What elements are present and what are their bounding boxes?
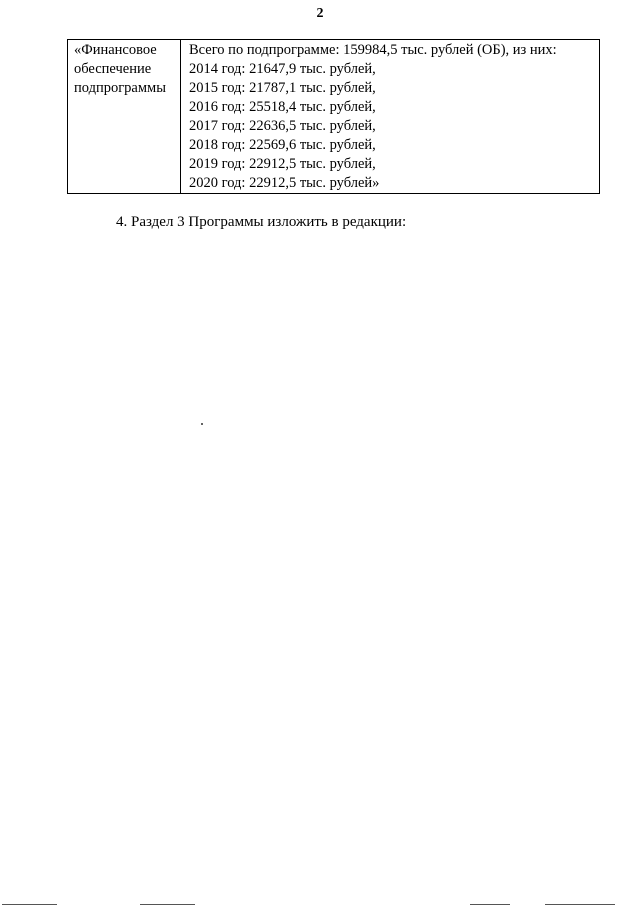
funding-year-line: 2014 год: 21647,9 тыс. рублей, xyxy=(189,61,376,77)
page-number: 2 xyxy=(316,6,324,21)
funding-year-line: 2017 год: 22636,5 тыс. рублей, xyxy=(189,118,376,134)
funding-label-cell xyxy=(68,40,181,194)
section-instruction: 4. Раздел 3 Программы изложить в редакции: xyxy=(116,214,407,230)
label-line: обеспечение xyxy=(74,61,152,77)
funding-total-line: Всего по подпрограмме: 159984,5 тыс. рублей (ОБ), из них: xyxy=(189,42,557,58)
table-row xyxy=(68,40,600,194)
funding-year-line: 2019 год: 22912,5 тыс. рублей, xyxy=(189,156,376,172)
funding-value-cell xyxy=(181,40,600,194)
funding-year-line: 2020 год: 22912,5 тыс. рублей» xyxy=(189,175,380,191)
funding-year-line: 2016 год: 25518,4 тыс. рублей, xyxy=(189,99,376,115)
funding-year-line: 2015 год: 21787,1 тыс. рублей, xyxy=(189,80,376,96)
label-line: подпрограммы xyxy=(74,80,166,96)
funding-table xyxy=(67,39,600,194)
funding-year-line: 2018 год: 22569,6 тыс. рублей, xyxy=(189,137,376,153)
label-line: «Финансовое xyxy=(74,42,157,58)
scan-speck xyxy=(201,423,203,425)
